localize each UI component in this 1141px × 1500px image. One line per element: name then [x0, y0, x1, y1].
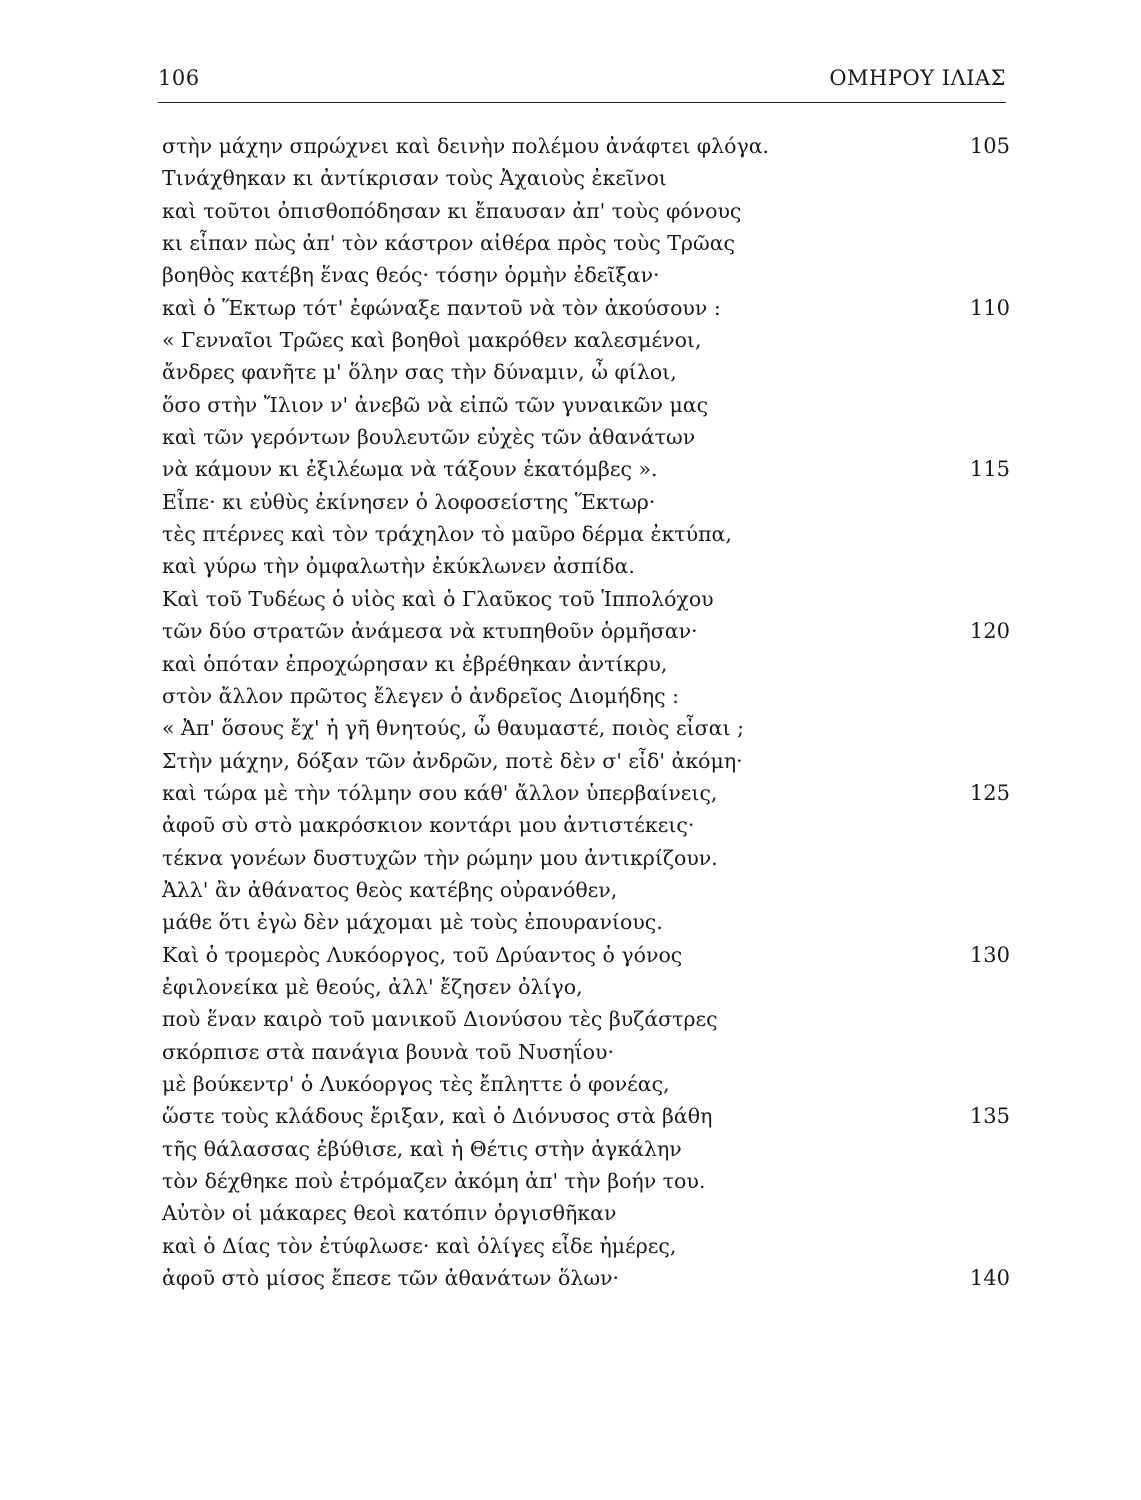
verse-line: [162, 809, 1010, 841]
line-number: 105: [969, 134, 1010, 158]
verse-line: [162, 1003, 1010, 1035]
verse-text: τέκνα γονέων δυστυχῶν τὴν ρώμην μου ἀντικρίζουν.: [162, 845, 718, 870]
verse-text: τῶν δύο στρατῶν ἀνάμεσα νὰ κτυπηθοῦν ὁρμῆσαν·: [162, 619, 698, 644]
page-header: [158, 66, 1006, 103]
verse-line: [162, 421, 1010, 453]
verse-text: νὰ κάμουν κι ἐξιλέωμα νὰ τάξουν ἑκατόμβες ».: [162, 457, 658, 482]
verse-line: [162, 939, 1010, 971]
line-number: 120: [969, 619, 1010, 644]
verse-text: ὅσο στὴν Ἴλιον ν' ἀνεβῶ νὰ εἰπῶ τῶν γυναικῶν μας: [162, 392, 709, 417]
verse-line: [162, 292, 1010, 324]
verse-text: τῆς θάλασσας ἐβύθισε, καὶ ἡ Θέτις στὴν ἀγκάλην: [162, 1136, 682, 1161]
line-number: 125: [969, 780, 1010, 805]
verse-text: μάθε ὅτι ἐγὼ δὲν μάχομαι μὲ τοὺς ἐπουρανίους.: [162, 910, 663, 935]
line-number: 140: [969, 1266, 1010, 1291]
verse-line: [162, 1133, 1010, 1165]
verse-text: καὶ ὁ Ἕκτωρ τότ' ἐφώναξε παντοῦ νὰ τὸν ἀκούσουν :: [162, 295, 721, 320]
verse-text: καὶ γύρω τὴν ὀμφαλωτὴν ἐκύκλωνεν ἀσπίδα.: [162, 554, 635, 579]
verse-line: [162, 389, 1010, 421]
verse-text: σκόρπισε στὰ πανάγια βουνὰ τοῦ Νυσηΐου·: [162, 1039, 614, 1064]
verse-text: κι εἶπαν πὼς ἀπ' τὸν κάστρον αἰθέρα πρὸς τοὺς Τρῶας: [162, 231, 736, 256]
verse-line: [162, 680, 1010, 712]
verse-line: [162, 615, 1010, 647]
verse-line: [162, 583, 1010, 615]
verse-line: [162, 971, 1010, 1003]
verse-text: ἀφοῦ στὸ μίσος ἔπεσε τῶν ἀθανάτων ὅλων·: [162, 1266, 620, 1291]
verse-line: [162, 777, 1010, 809]
verse-line: [162, 1036, 1010, 1068]
running-title: ΟΜΗΡΟΥ ΙΛΙΑΣ: [829, 66, 1006, 90]
verse-text: Ἀλλ' ἂν ἀθάνατος θεὸς κατέβης οὐρανόθεν,: [162, 877, 618, 902]
verse-text: τὸν δέχθηκε ποὺ ἐτρόμαζεν ἀκόμη ἀπ' τὴν βοήν του.: [162, 1169, 706, 1193]
verse-line: [162, 518, 1010, 550]
verse-text: μὲ βούκεντρ' ὁ Λυκόοργος τὲς ἔπληττε ὁ φονέας,: [162, 1071, 670, 1096]
verse-text: « Ἀπ' ὅσους ἔχ' ἡ γῆ θνητούς, ὦ θαυμαστέ, ποιὸς εἶσαι ;: [162, 716, 744, 741]
poem-text: [162, 130, 1010, 1294]
verse-line: [162, 1230, 1010, 1262]
line-number: 115: [969, 457, 1010, 482]
verse-line: [162, 906, 1010, 938]
verse-text: Στὴν μάχην, δόξαν τῶν ἀνδρῶν, ποτὲ δὲν σ' εἶδ' ἀκόμη·: [162, 748, 743, 773]
line-number: 110: [969, 295, 1010, 320]
verse-text: στὴν μάχην σπρώχνει καὶ δεινὴν πολέμου ἀνάφτει φλόγα.: [162, 134, 770, 158]
verse-text: καὶ τοῦτοι ὀπισθοπόδησαν κι ἔπαυσαν ἀπ' τοὺς φόνους: [162, 198, 742, 223]
verse-line: [162, 486, 1010, 518]
verse-line: [162, 453, 1010, 485]
verse-text: ἐφιλονείκα μὲ θεούς, ἀλλ' ἔζησεν ὀλίγο,: [162, 974, 583, 999]
verse-text: καὶ τώρα μὲ τὴν τόλμην σου κάθ' ἄλλον ὑπερβαίνεις,: [162, 780, 718, 805]
verse-line: [162, 195, 1010, 227]
verse-text: καὶ ὁ Δίας τὸν ἐτύφλωσε· καὶ ὀλίγες εἶδε ἡμέρες,: [162, 1233, 677, 1258]
verse-text: ποὺ ἕναν καιρὸ τοῦ μανικοῦ Διονύσου τὲς βυζάστρες: [162, 1007, 718, 1032]
verse-text: Αὐτὸν οἱ μάκαρες θεοὶ κατόπιν ὀργισθῆκαν: [162, 1201, 617, 1226]
verse-line: [162, 356, 1010, 388]
verse-text: Καὶ τοῦ Τυδέως ὁ υἱὸς καὶ ὁ Γλαῦκος τοῦ Ἱππολόχου: [162, 586, 714, 611]
verse-line: [162, 648, 1010, 680]
verse-line: [162, 745, 1010, 777]
verse-line: [162, 842, 1010, 874]
verse-line: [162, 1100, 1010, 1132]
verse-text: Καὶ ὁ τρομερὸς Λυκόοργος, τοῦ Δρύαντος ὁ γόνος: [162, 942, 683, 967]
verse-line: [162, 130, 1010, 162]
verse-text: Τινάχθηκαν κι ἀντίκρισαν τοὺς Ἀχαιοὺς ἐκεῖνοι: [162, 166, 667, 191]
verse-line: [162, 712, 1010, 744]
verse-text: « Γενναῖοι Τρῶες καὶ βοηθοὶ μακρόθεν καλεσμένοι,: [162, 328, 702, 353]
verse-text: καὶ τῶν γερόντων βουλευτῶν εὐχὲς τῶν ἀθανάτων: [162, 425, 696, 450]
verse-line: [162, 550, 1010, 582]
verse-line: [162, 1262, 1010, 1294]
verse-line: [162, 259, 1010, 291]
verse-text: καὶ ὁπόταν ἐπροχώρησαν κι ἐβρέθηκαν ἀντίκρυ,: [162, 651, 668, 676]
verse-text: ἀφοῦ σὺ στὸ μακρόσκιον κοντάρι μου ἀντιστέκεις·: [162, 813, 695, 838]
verse-text: ἄνδρες φανῆτε μ' ὅλην σας τὴν δύναμιν, ὦ φίλοι,: [162, 360, 677, 385]
verse-line: [162, 227, 1010, 259]
verse-line: [162, 162, 1010, 194]
verse-line: [162, 1165, 1010, 1197]
verse-text: στὸν ἄλλον πρῶτος ἔλεγεν ὁ ἀνδρεῖος Διομήδης :: [162, 683, 680, 708]
verse-text: τὲς πτέρνες καὶ τὸν τράχηλον τὸ μαῦρο δέρμα ἐκτύπα,: [162, 522, 732, 547]
page-number: 106: [158, 66, 200, 90]
line-number: 130: [969, 942, 1010, 967]
verse-line: [162, 874, 1010, 906]
verse-line: [162, 1068, 1010, 1100]
verse-text: ὥστε τοὺς κλάδους ἔριξαν, καὶ ὁ Διόνυσος στὰ βάθη: [162, 1104, 713, 1129]
verse-text: Εἶπε· κι εὐθὺς ἐκίνησεν ὁ λοφοσείστης Ἕκτωρ·: [162, 489, 656, 514]
verse-line: [162, 1197, 1010, 1229]
verse-text: βοηθὸς κατέβη ἕνας θεός· τόσην ὁρμὴν ἐδεῖξαν·: [162, 263, 660, 288]
line-number: 135: [969, 1104, 1010, 1129]
verse-line: [162, 324, 1010, 356]
